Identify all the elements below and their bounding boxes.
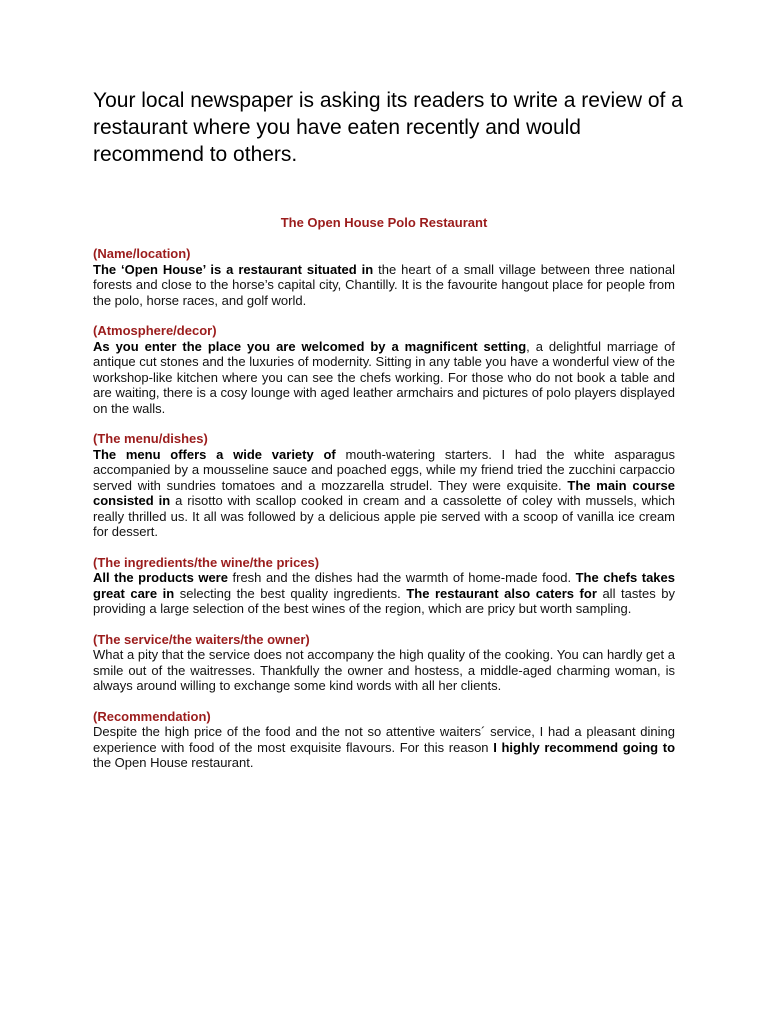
paragraph-text: the heart of a small village between three national forests and close to the horse’s capital city, Chantilly. It is the favourite hangout place for people from the polo, horse races, and golf world.: [93, 261, 675, 308]
bold-phrase: The menu offers a wide variety of: [93, 446, 336, 462]
section-paragraph: [93, 339, 675, 417]
section-ingredients-wine-prices: [93, 555, 675, 617]
bold-phrase: The restaurant also caters for: [406, 585, 597, 601]
section-heading: (Recommendation): [93, 708, 211, 724]
section-heading: (The ingredients/the wine/the prices): [93, 554, 320, 570]
paragraph-text: the Open House restaurant.: [93, 755, 254, 770]
section-heading: (The service/the waiters/the owner): [93, 631, 310, 647]
section-heading: (Atmosphere/decor): [93, 323, 217, 338]
section-paragraph: [93, 647, 675, 694]
paragraph-text: a risotto with scallop cooked in cream and a cassolette of coley with mussels, which really thrilled us. It all was followed by a delicious apple pie served with a scoop of vanilla ice cream for dessert.: [93, 493, 675, 539]
section-paragraph: [93, 262, 675, 309]
bold-phrase: I highly recommend going to: [493, 739, 676, 755]
section-menu-dishes: [93, 431, 675, 540]
section-service-waiters-owner: [93, 632, 675, 694]
paragraph-text: fresh and the dishes had the warmth of home-made food.: [227, 570, 576, 585]
section-heading: (The menu/dishes): [93, 431, 208, 446]
paragraph-text: mouth-watering starters. I had the white asparagus accompanied by a mousseline sauce and poached eggs, while my friend tried the zucchini carpaccio served with sundries tomatoes and a mozzarella strudel. They were exquisite.: [93, 446, 676, 493]
paragraph-text: What a pity that the service does not accompany the high quality of the cooking. You can hardly get a smile out of the waitresses. Thankfully the owner and hostess, a middle-aged charming woman, is always around willing to exchange some kind words with all her clients.: [93, 647, 675, 693]
paragraph-text: all tastes by providing a large selection of the best wines of the region, which are pricy but worth sampling.: [93, 585, 675, 616]
bold-phrase: All the products were: [93, 570, 228, 585]
section-recommendation: [93, 709, 675, 771]
section-atmosphere-decor: [93, 323, 675, 416]
section-name-location: [93, 246, 675, 308]
task-prompt: Your local newspaper is asking its readers to write a review of a restaurant where you have eaten recently and would recommend to others.: [93, 89, 683, 166]
bold-phrase: The ‘Open House’ is a restaurant situated in: [93, 261, 374, 277]
section-paragraph: [93, 724, 675, 771]
paragraph-text: Despite the high price of the food and the not so attentive waiters´ service, I had a pleasant dining experience with food of the most exquisite flavours. For this reason: [93, 724, 675, 755]
bold-phrase: The main course consisted in: [93, 477, 675, 508]
bold-phrase: As you enter the place you are welcomed by a magnificent setting: [93, 338, 527, 354]
paragraph-text: selecting the best quality ingredients.: [174, 585, 407, 601]
section-paragraph: [93, 447, 675, 540]
section-paragraph: [93, 570, 675, 617]
section-heading: (Name/location): [93, 246, 191, 261]
bold-phrase: The chefs takes great care in: [93, 570, 675, 601]
review-title: The Open House Polo Restaurant: [280, 215, 488, 230]
review-body: [93, 246, 675, 786]
paragraph-text: , a delightful marriage of antique cut stones and the luxuries of modernity. Sitting in any table you have a wonderful view of the workshop-like kitchen where you can see the chefs working. For those who do not book a table and are waiting, there is a cosy lounge with aged leather armchairs and pictures of polo players displayed on the walls.: [93, 338, 675, 416]
